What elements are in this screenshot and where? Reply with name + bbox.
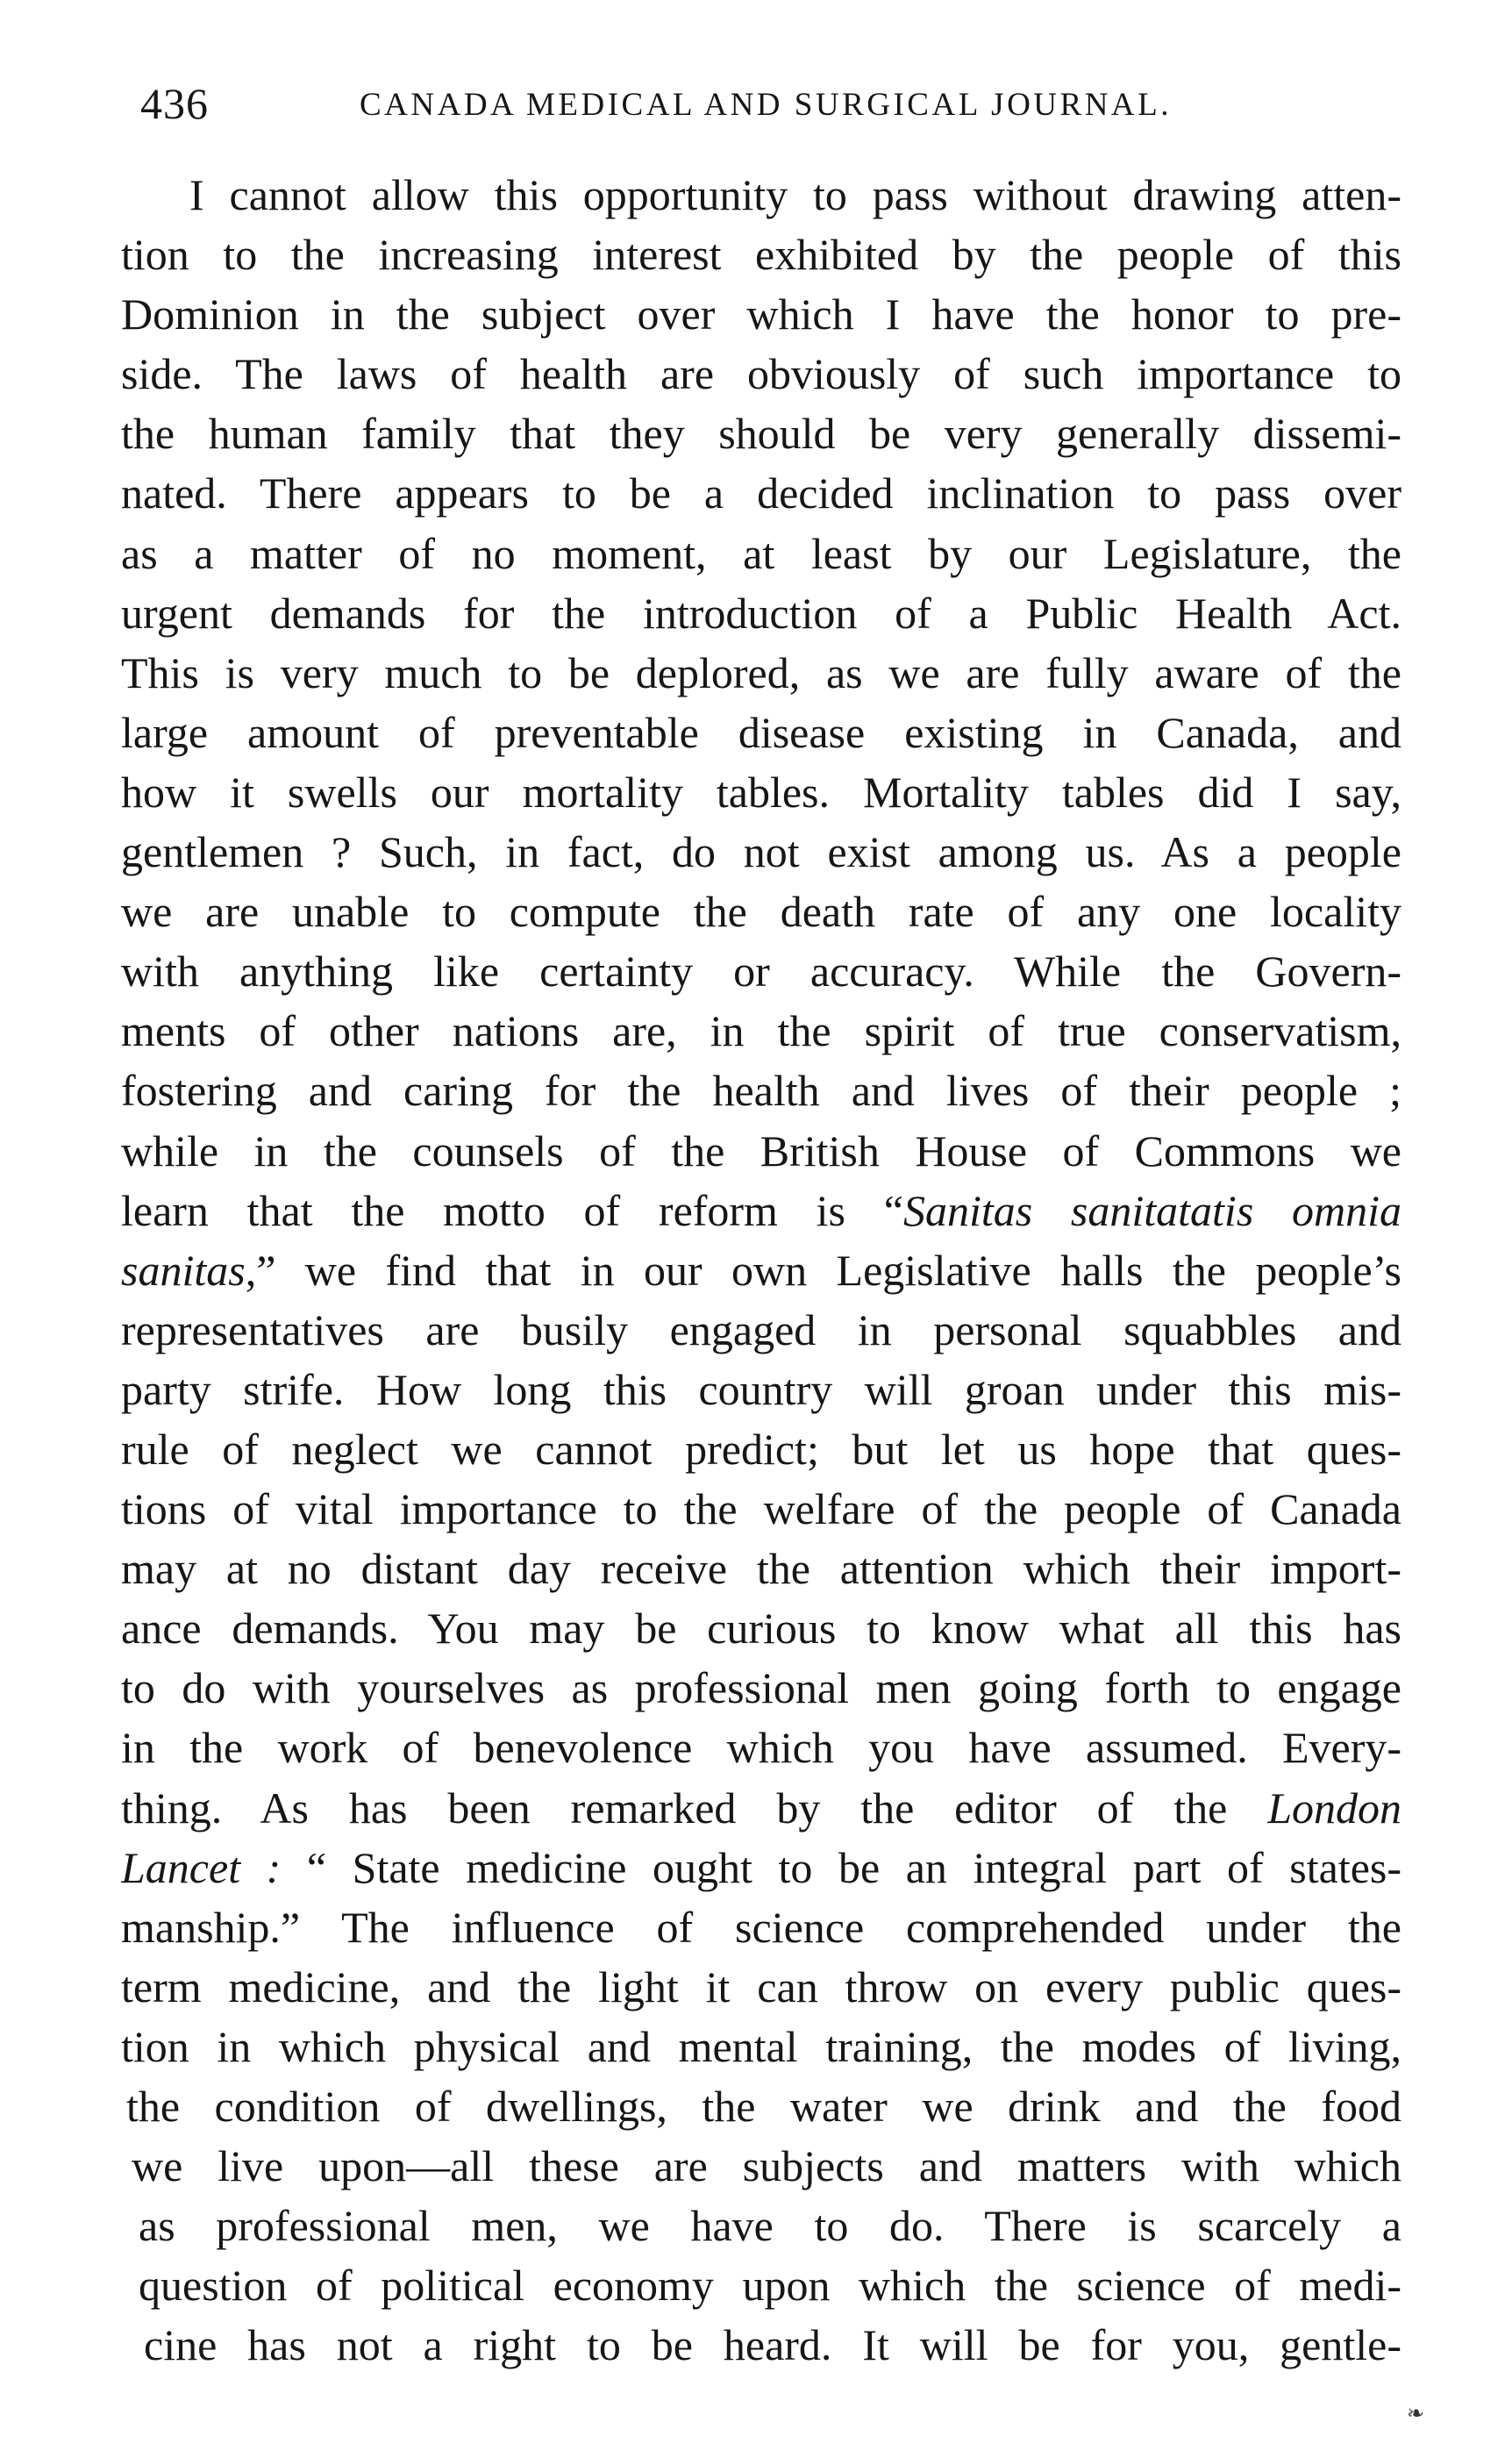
text-line: representatives are busily engaged in personal squabbles and [121,1304,1401,1354]
text-line: cine has not a right to be heard. It will be for you, gentle- [144,2320,1401,2370]
text-line: may at no distant day receive the attention which their import- [121,1544,1401,1594]
text-line: Lancet : “ State medicine ought to be an integral part of states- [121,1842,1401,1892]
text-line: question of political economy upon which the science of medi- [139,2261,1401,2311]
text-line: we live upon—all these are subjects and matters with which [132,2141,1401,2191]
text-line: ments of other nations are, in the spirit of true conservatism, [121,1006,1401,1056]
text-line: term medicine, and the light it can throw on every public ques- [121,1961,1401,2011]
italic-phrase: Sanitas sanitatatis omnia [902,1185,1401,1235]
text-line: learn that the motto of reform is “Sanitas sanitatatis omnia [121,1185,1401,1235]
page-number: 436 [140,79,209,128]
text-line: to do with yourselves as professional men going forth to engage [121,1663,1401,1713]
text-line: thing. As has been remarked by the editor of the London [121,1783,1401,1833]
text-line: while in the counsels of the British House of Commons we [121,1125,1401,1175]
italic-phrase: sanitas [121,1245,246,1295]
text-line: how it swells our mortality tables. Mortality tables did I say, [121,767,1401,817]
journal-title: CANADA MEDICAL AND SURGICAL JOURNAL. [360,87,1172,123]
text-line: in the work of benevolence which you have assumed. Every- [121,1723,1401,1773]
italic-phrase: London [1267,1783,1401,1833]
text-line: fostering and caring for the health and lives of their people ; [121,1066,1401,1116]
text-line: the human family that they should be very generally dissemi- [121,409,1401,459]
text-line: side. The laws of health are obviously of such importance to [121,349,1401,399]
text-line: Dominion in the subject over which I have the honor to pre- [121,289,1401,339]
text-line: the condition of dwellings, the water we drink and the food [126,2082,1401,2131]
text-line: nated. There appears to be a decided inclination to pass over [121,468,1401,518]
italic-phrase: Lancet : [121,1842,282,1892]
text-line: we are unable to compute the death rate of any one locality [121,887,1401,937]
text-line: party strife. How long this country will groan under this mis- [121,1364,1401,1414]
text-line: as a matter of no moment, at least by our Legislature, the [121,528,1401,578]
text-line: sanitas,” we find that in our own Legislative halls the people’s [121,1245,1401,1295]
text-line: tions of vital importance to the welfare of the people of Canada [121,1484,1401,1534]
text-line: ance demands. You may be curious to know what all this has [121,1604,1401,1654]
body-text [121,165,1401,2375]
text-line: large amount of preventable disease existing in Canada, and [121,707,1401,757]
text-line: tion to the increasing interest exhibited by the people of this [121,230,1401,280]
text-line: I cannot allow this opportunity to pass without drawing atten- [189,170,1401,219]
text-line: urgent demands for the introduction of a Public Health Act. [121,588,1401,638]
text-line: rule of neglect we cannot predict; but let us hope that ques- [121,1424,1401,1474]
printer-mark: ❧ [1407,2403,1425,2426]
text-line: This is very much to be deplored, as we are fully aware of the [121,647,1401,697]
text-line: manship.” The influence of science comprehended under the [121,1902,1401,1952]
running-head [140,77,1368,130]
text-line: gentlemen ? Such, in fact, do not exist among us. As a people [121,827,1401,877]
text-line: with anything like certainty or accuracy. While the Govern- [121,947,1401,997]
text-line: as professional men, we have to do. There is scarcely a [139,2201,1401,2251]
text-line: tion in which physical and mental training, the modes of living, [121,2021,1401,2071]
